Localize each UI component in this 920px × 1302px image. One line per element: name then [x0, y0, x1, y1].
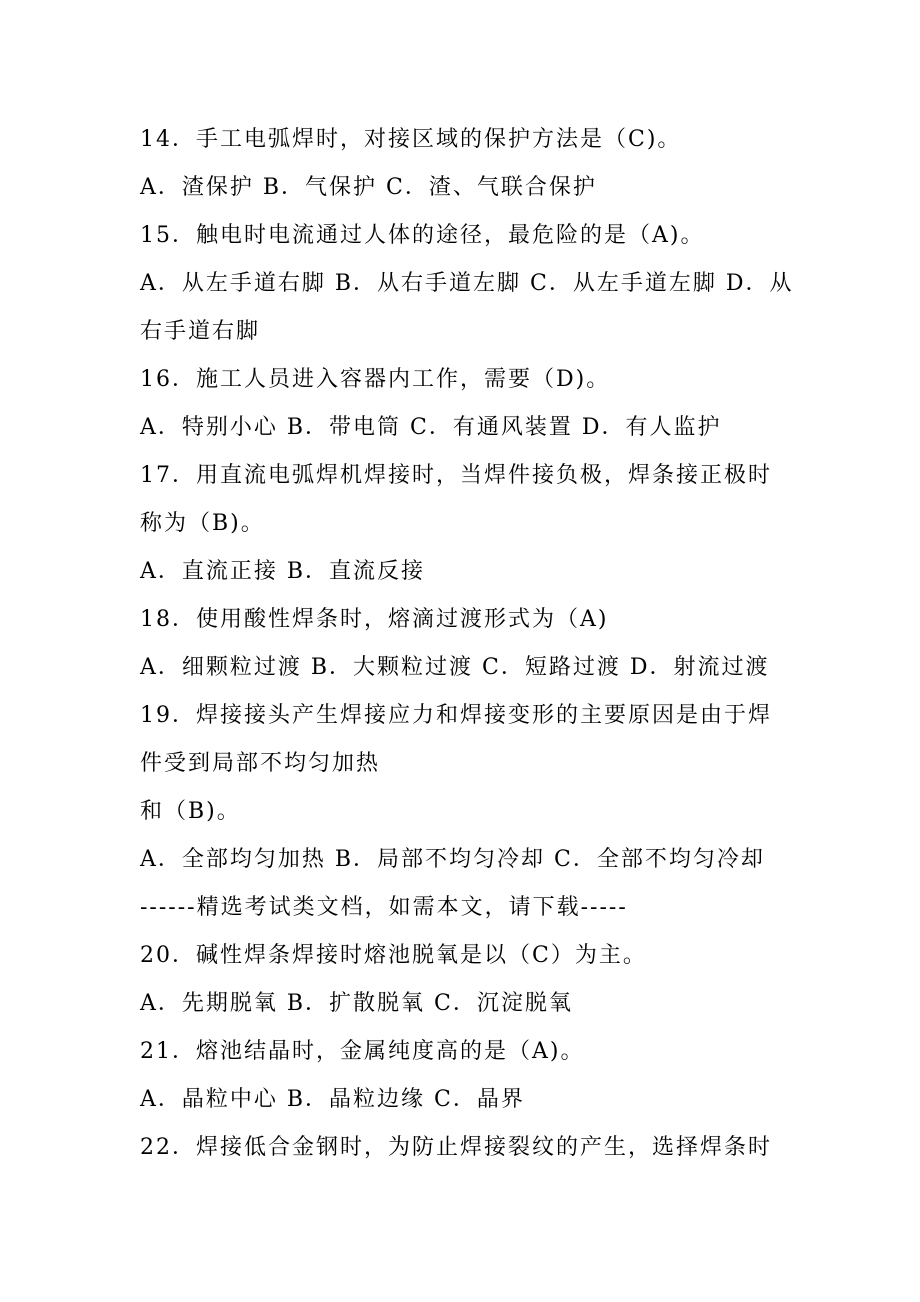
question-19-line-1: 19．焊接接头产生焊接应力和焊接变形的主要原因是由于焊: [140, 703, 772, 728]
download-banner: ------精选考试类文档，如需本文，请下载-----: [140, 895, 628, 920]
options-21: A．晶粒中心 B．晶粒边缘 C．晶界: [140, 1087, 525, 1112]
question-14: 14．手工电弧焊时，对接区域的保护方法是（C)。: [140, 127, 682, 152]
options-19: A．全部均匀加热 B．局部不均匀冷却 C．全部不均匀冷却: [140, 847, 765, 872]
options-15-line-2: 右手道右脚: [140, 319, 261, 344]
question-17-line-1: 17．用直流电弧焊机焊接时，当焊件接负极，焊条接正极时: [140, 463, 772, 488]
question-18: 18．使用酸性焊条时，熔滴过渡形式为（A): [140, 607, 609, 632]
question-16: 16．施工人员进入容器内工作，需要（D)。: [140, 367, 611, 392]
document-page: [140, 116, 794, 1172]
options-18: A．细颗粒过渡 B．大颗粒过渡 C．短路过渡 D．射流过渡: [140, 655, 770, 680]
options-17: A．直流正接 B．直流反接: [140, 559, 426, 584]
question-15: 15．触电时电流通过人体的途径，最危险的是（A)。: [140, 223, 705, 248]
question-21: 21．熔池结晶时，金属纯度高的是（A)。: [140, 1039, 585, 1064]
options-14: A．渣保护 B．气保护 C．渣、气联合保护: [140, 175, 597, 200]
question-20: 20．碱性焊条焊接时熔池脱氧是以（C）为主。: [140, 943, 647, 968]
question-19-line-2: 件受到局部不均匀加热: [140, 751, 381, 776]
options-15-line-1: A．从左手道右脚 B．从右手道左脚 C．从左手道左脚 D．从: [140, 271, 794, 296]
options-20: A．先期脱氧 B．扩散脱氧 C．沉淀脱氧: [140, 991, 573, 1016]
options-16: A．特别小心 B．带电筒 C．有通风装置 D．有人监护: [140, 415, 722, 440]
question-17-line-2: 称为（B)。: [140, 511, 265, 536]
question-22-line-1: 22．焊接低合金钢时，为防止焊接裂纹的产生，选择焊条时: [140, 1135, 772, 1160]
question-19-line-3: 和（B)。: [140, 799, 241, 824]
